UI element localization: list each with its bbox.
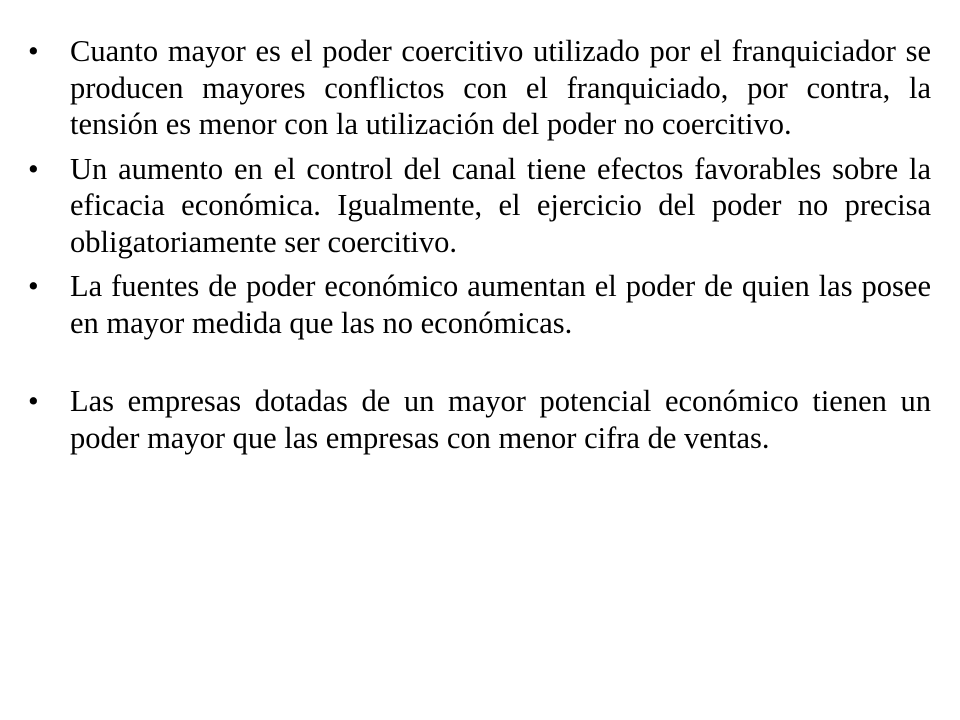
bullet-icon: • bbox=[28, 34, 39, 68]
bullet-icon: • bbox=[28, 151, 39, 186]
bullet-list bbox=[28, 33, 931, 456]
bullet-item-2 bbox=[28, 151, 931, 261]
bullet-text: Las empresas dotadas de un mayor potencial económico tienen un poder mayor que las empresas con menor cifra de ventas. bbox=[70, 384, 931, 455]
bullet-text: Cuanto mayor es el poder coercitivo utilizado por el franquiciador se producen mayores conflictos con el franquiciado, por contra, la tensión es menor con la utilización del poder no coercitivo. bbox=[70, 34, 931, 141]
bullet-icon: • bbox=[28, 384, 39, 418]
bullet-item-4 bbox=[28, 383, 931, 456]
bullet-text: Un aumento en el control del canal tiene efectos favorables sobre la eficacia económica. Igualmente, el ejercicio del poder no precisa obligatoriamente ser coercitivo. bbox=[70, 151, 931, 259]
bullet-item-3 bbox=[28, 268, 931, 341]
bullet-text: La fuentes de poder económico aumentan el poder de quien las posee en mayor medida que las no económicas. bbox=[70, 269, 931, 340]
bullet-item-1 bbox=[28, 33, 931, 143]
bullet-icon: • bbox=[28, 269, 39, 303]
